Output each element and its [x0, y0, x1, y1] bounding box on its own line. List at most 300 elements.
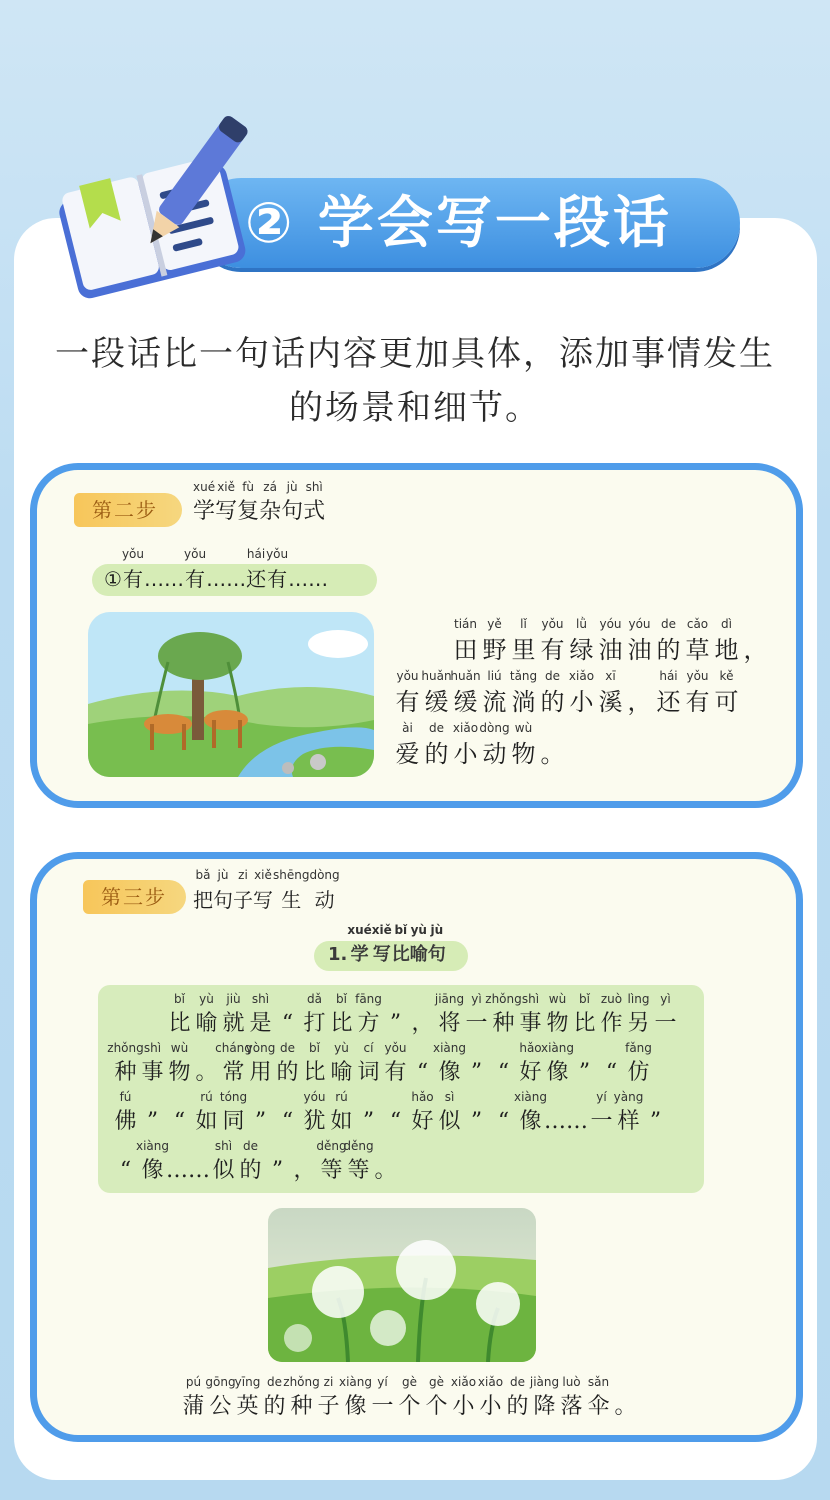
hanzi-cell — [382, 990, 409, 1040]
hanzi-cell — [237, 478, 259, 528]
hanzi-cell — [396, 1373, 423, 1423]
hanzi: 动 — [314, 888, 335, 912]
hanzi-cell — [538, 615, 567, 667]
hanzi: 学 — [193, 499, 216, 524]
hanzi-cell — [112, 990, 139, 1040]
hanzi: 油 — [598, 636, 623, 664]
pinyin: luò — [562, 1375, 581, 1389]
hanzi: 好 — [519, 1060, 542, 1085]
pinyin: zi — [238, 868, 248, 882]
hanzi: 降 — [533, 1394, 556, 1419]
hanzi-cell — [423, 1373, 450, 1423]
pinyin: yù — [334, 1041, 349, 1055]
hanzi: …… — [144, 567, 184, 591]
hanzi: 写 — [372, 944, 391, 965]
hanzi: 地 — [714, 636, 739, 664]
hanzi-cell — [369, 1373, 396, 1423]
hanzi-cell — [463, 1039, 490, 1089]
hanzi: 似 — [212, 1158, 235, 1183]
hanzi: 公 — [209, 1394, 232, 1419]
hanzi-cell — [372, 1137, 399, 1187]
hanzi-cell — [514, 1088, 548, 1138]
hanzi-cell — [139, 1088, 166, 1138]
hanzi: 小 — [452, 1394, 475, 1419]
hanzi — [114, 1008, 136, 1040]
hanzi-cell — [490, 1088, 517, 1138]
hanzi: ” — [470, 1109, 483, 1134]
hanzi-cell — [504, 1373, 531, 1423]
hanzi: “ — [416, 1060, 429, 1085]
pinyin: yì — [660, 992, 671, 1006]
hanzi: “ — [389, 1109, 402, 1134]
hanzi: ” — [271, 1158, 284, 1183]
hanzi-cell — [567, 667, 596, 719]
hanzi: 喻 — [330, 1060, 353, 1085]
hanzi: “ — [119, 1158, 132, 1183]
pinyin: liú — [487, 669, 502, 683]
hanzi: 犹 — [303, 1109, 326, 1134]
hanzi-cell — [392, 921, 410, 971]
hanzi: 种 — [290, 1394, 313, 1419]
hanzi-cell — [309, 866, 339, 916]
hanzi: 写 — [215, 499, 238, 524]
hanzi-cell — [436, 1088, 463, 1138]
hanzi-cell — [193, 1088, 220, 1138]
hanzi-cell — [480, 615, 509, 667]
sentence-pattern — [104, 545, 328, 595]
hanzi: 杂 — [259, 499, 282, 524]
hanzi: 词 — [357, 1060, 380, 1085]
hanzi-cell — [355, 1088, 382, 1138]
pinyin: shì — [251, 992, 270, 1006]
hanzi-cell — [274, 1088, 301, 1138]
pinyin: zi — [323, 1375, 334, 1389]
hanzi: 的 — [656, 636, 681, 664]
hanzi-cell — [253, 866, 273, 916]
hanzi-cell — [382, 1088, 409, 1138]
simile-example — [180, 1373, 639, 1423]
pinyin: de — [280, 1041, 295, 1055]
hanzi-cell — [531, 1373, 558, 1423]
pinyin: rú — [200, 1090, 213, 1104]
hanzi: 有 — [122, 567, 143, 591]
hanzi-cell — [588, 1088, 615, 1138]
hanzi: 爱 — [395, 740, 420, 768]
hanzi: 佛 — [114, 1109, 137, 1134]
hanzi: ， — [411, 1011, 434, 1036]
hanzi-cell — [210, 1137, 237, 1187]
hanzi-cell — [463, 1088, 490, 1138]
hanzi: 事 — [141, 1060, 164, 1085]
pinyin: de — [267, 1375, 282, 1389]
hanzi-cell — [328, 1088, 355, 1138]
hanzi: 复 — [237, 499, 260, 524]
hanzi-cell — [112, 1088, 139, 1138]
hanzi: ” — [578, 1060, 591, 1085]
pinyin: xiàng — [541, 1041, 575, 1055]
pinyin: shì — [521, 992, 540, 1006]
pinyin: xiě — [217, 480, 236, 494]
hanzi — [141, 1008, 163, 1040]
hanzi-cell — [410, 921, 428, 971]
pinyin: hǎo — [519, 1041, 542, 1055]
hanzi-cell — [485, 990, 522, 1040]
text-row — [112, 991, 679, 1040]
hanzi-cell — [712, 615, 741, 667]
hanzi: 句 — [427, 944, 446, 965]
hanzi-cell — [281, 478, 303, 528]
pinyin: bǐ — [309, 1041, 320, 1055]
hanzi-cell — [213, 866, 233, 916]
hanzi: ① — [104, 567, 122, 591]
section-title: ② 学会写一段话 — [245, 191, 672, 256]
hanzi: 落 — [560, 1394, 583, 1419]
pinyin: xiǎo — [452, 721, 479, 735]
pinyin: yóu — [628, 617, 651, 631]
pinyin: děng — [316, 1139, 347, 1153]
hanzi: 子 — [233, 888, 253, 912]
hanzi-cell — [382, 1039, 409, 1089]
hanzi: 流 — [482, 688, 507, 716]
hanzi: ” — [389, 1011, 402, 1036]
pinyin: xiě — [371, 923, 392, 937]
hanzi-cell — [372, 921, 392, 971]
hanzi-cell — [480, 667, 509, 719]
hanzi — [396, 633, 420, 667]
pinyin: fù — [242, 480, 255, 494]
hanzi: …… — [544, 1109, 588, 1134]
example-paragraph — [393, 615, 770, 771]
hanzi-cell — [274, 990, 301, 1040]
hanzi-cell — [273, 866, 309, 916]
text-row — [393, 667, 770, 719]
pinyin: cǎo — [686, 617, 709, 631]
pinyin: yí — [377, 1375, 388, 1389]
intro-line-1: 一段话比一句话内容更加具体，添加事情发生 — [55, 334, 775, 374]
pinyin: shì — [214, 1139, 233, 1153]
step-two-title — [193, 478, 325, 528]
pinyin: shēng — [273, 868, 310, 882]
hanzi-cell — [180, 1373, 207, 1423]
hanzi-cell — [571, 990, 598, 1040]
hanzi-cell — [625, 1039, 652, 1089]
hanzi-cell — [144, 545, 184, 595]
hanzi-cell — [652, 990, 679, 1040]
hanzi: “ — [173, 1109, 186, 1134]
hanzi: 比 — [391, 944, 410, 965]
hanzi-cell — [517, 1039, 544, 1089]
pinyin: xiàng — [433, 1041, 467, 1055]
hanzi-cell — [318, 1137, 345, 1187]
hanzi-cell — [598, 990, 625, 1040]
pinyin: xué — [193, 480, 216, 494]
pinyin: yóu — [599, 617, 622, 631]
hanzi: 用 — [249, 1060, 272, 1085]
pinyin: wù — [548, 992, 567, 1006]
pinyin: hǎo — [411, 1090, 434, 1104]
hanzi-cell — [274, 1039, 301, 1089]
pinyin: jiàng — [529, 1375, 560, 1389]
pinyin: gè — [402, 1375, 417, 1389]
hanzi: ” — [470, 1060, 483, 1085]
hanzi-cell — [409, 1088, 436, 1138]
pinyin: yàng — [613, 1090, 644, 1104]
hanzi: 。 — [374, 1158, 397, 1183]
pinyin: de — [429, 721, 444, 735]
hanzi-cell — [104, 545, 122, 595]
pinyin: bǎ — [195, 868, 211, 882]
hanzi-cell — [615, 1088, 642, 1138]
pinyin: yǒu — [541, 617, 564, 631]
hanzi-cell — [215, 1039, 252, 1089]
hanzi-cell — [193, 866, 213, 916]
hanzi: ” — [254, 1109, 267, 1134]
hanzi: 里 — [511, 636, 536, 664]
hanzi: 野 — [482, 636, 507, 664]
hanzi: 有 — [384, 1060, 407, 1085]
hanzi-cell — [166, 1088, 193, 1138]
pinyin: hái — [659, 669, 678, 683]
hanzi: 动 — [482, 740, 507, 768]
hanzi-cell — [625, 615, 654, 667]
pinyin: tián — [454, 617, 477, 631]
pinyin: yīng — [234, 1375, 261, 1389]
hanzi: 小 — [453, 740, 478, 768]
hanzi-cell — [247, 1039, 274, 1089]
hanzi: 比 — [573, 1011, 596, 1036]
pinyin: dì — [721, 617, 732, 631]
hanzi: 如 — [195, 1109, 218, 1134]
pinyin: xiǎo — [450, 1375, 477, 1389]
pinyin: shì — [143, 1041, 162, 1055]
hanzi-cell — [264, 1137, 291, 1187]
hanzi-cell — [220, 990, 247, 1040]
pinyin: pú — [185, 1375, 202, 1389]
hanzi: 伞 — [587, 1394, 610, 1419]
pinyin: xī — [605, 669, 616, 683]
pinyin: dòng — [479, 721, 510, 735]
hanzi: 英 — [236, 1394, 259, 1419]
hanzi-cell — [184, 545, 206, 595]
hanzi-cell — [347, 921, 371, 971]
hanzi-cell — [409, 1039, 436, 1089]
hanzi-cell — [288, 545, 328, 595]
hanzi: 缓 — [453, 688, 478, 716]
pinyin: fǎng — [625, 1041, 652, 1055]
hanzi-cell — [436, 990, 463, 1040]
pinyin: lìng — [627, 992, 650, 1006]
pinyin: zá — [263, 480, 277, 494]
pinyin: sì — [444, 1090, 455, 1104]
pinyin: yǒu — [184, 547, 207, 561]
hanzi-cell — [409, 990, 436, 1040]
hanzi-cell — [428, 921, 446, 971]
hanzi-cell — [571, 1039, 598, 1089]
pinyin: sǎn — [587, 1375, 610, 1389]
pinyin: jù — [430, 923, 444, 937]
hanzi — [425, 633, 449, 667]
text-row — [112, 1138, 679, 1187]
hanzi-cell — [541, 1039, 575, 1089]
intro-line-2: 的场景和细节。 — [289, 388, 541, 428]
pinyin: yǒu — [396, 669, 419, 683]
hanzi: 像 — [438, 1060, 461, 1085]
pinyin: fāng — [355, 992, 382, 1006]
hanzi: 小 — [479, 1394, 502, 1419]
hanzi-cell — [509, 615, 538, 667]
hanzi-cell — [301, 990, 328, 1040]
hanzi: 好 — [411, 1109, 434, 1134]
hanzi: 样 — [617, 1109, 640, 1134]
pinyin: jiāng — [434, 992, 465, 1006]
pinyin: jù — [286, 480, 298, 494]
hanzi-cell — [422, 615, 451, 667]
hanzi: 物 — [168, 1060, 191, 1085]
pinyin: yě — [487, 617, 502, 631]
hanzi: 种 — [492, 1011, 515, 1036]
hanzi-cell — [558, 1373, 585, 1423]
text-row — [112, 1089, 679, 1138]
hanzi: “ — [281, 1011, 294, 1036]
text-row — [393, 615, 770, 667]
pinyin: ài — [402, 721, 413, 735]
pinyin: jiù — [226, 992, 241, 1006]
hanzi-cell — [642, 1088, 669, 1138]
hanzi: ” — [649, 1109, 662, 1134]
hanzi: ” — [146, 1109, 159, 1134]
hanzi: 缓 — [424, 688, 449, 716]
hanzi: 淌 — [511, 688, 536, 716]
pinyin: de — [510, 1375, 525, 1389]
hanzi: 喻 — [409, 944, 428, 965]
hanzi: 子 — [317, 1394, 340, 1419]
pinyin: wù — [514, 721, 533, 735]
hanzi: 等 — [347, 1158, 370, 1183]
hanzi: 个 — [425, 1394, 448, 1419]
hanzi-cell — [234, 1373, 261, 1423]
hanzi: 句 — [213, 888, 233, 912]
hanzi: 似 — [438, 1109, 461, 1134]
hanzi-cell — [328, 921, 347, 971]
hanzi-cell — [237, 1137, 264, 1187]
hanzi-cell — [328, 990, 355, 1040]
hanzi: 像 — [519, 1109, 542, 1134]
pinyin: xiě — [254, 868, 272, 882]
pinyin: rú — [335, 1090, 348, 1104]
hanzi-cell — [107, 1039, 144, 1089]
hanzi: 的 — [276, 1060, 299, 1085]
pinyin: yǒu — [121, 547, 144, 561]
pinyin: yǒu — [686, 669, 709, 683]
hanzi: 同 — [222, 1109, 245, 1134]
text-row — [107, 1040, 679, 1089]
hanzi: …… — [288, 567, 329, 591]
hanzi: 还 — [656, 688, 681, 716]
hanzi: 喻 — [195, 1011, 218, 1036]
hanzi: “ — [605, 1060, 618, 1085]
hanzi-cell — [193, 990, 220, 1040]
hanzi-cell — [596, 615, 625, 667]
hanzi: 。 — [195, 1060, 218, 1085]
hanzi-cell — [283, 1373, 320, 1423]
hanzi: 一 — [371, 1394, 394, 1419]
hanzi-cell — [247, 1088, 274, 1138]
hanzi: 一 — [465, 1011, 488, 1036]
pinyin: huǎn — [450, 669, 481, 683]
pinyin: děng — [343, 1139, 374, 1153]
hanzi: 个 — [398, 1394, 421, 1419]
hanzi-cell — [139, 990, 166, 1040]
hanzi: 。 — [614, 1394, 637, 1419]
hanzi: 溪 — [598, 688, 623, 716]
hanzi-cell — [207, 1373, 234, 1423]
hanzi-cell — [259, 478, 281, 528]
hanzi: “ — [281, 1109, 294, 1134]
hanzi: 的 — [540, 688, 565, 716]
pinyin: yòng — [245, 1041, 276, 1055]
hanzi: “ — [497, 1060, 510, 1085]
hanzi: ， — [743, 636, 768, 664]
hanzi: 打 — [303, 1011, 326, 1036]
hanzi: …… — [166, 1158, 210, 1183]
text-row — [393, 719, 770, 771]
hanzi-cell — [215, 478, 237, 528]
step-three-title — [193, 866, 340, 916]
pinyin: yǒu — [384, 1041, 407, 1055]
pinyin: xiàng — [136, 1139, 170, 1153]
hanzi-cell — [246, 545, 266, 595]
hanzi-cell — [355, 1039, 382, 1089]
pinyin: bǐ — [336, 992, 347, 1006]
hanzi-cell — [220, 1088, 247, 1138]
pinyin: cháng — [215, 1041, 252, 1055]
hanzi-cell — [451, 615, 480, 667]
deer-illustration — [88, 612, 374, 777]
hanzi: 绿 — [569, 636, 594, 664]
pinyin: yí — [596, 1090, 607, 1104]
hanzi-cell — [166, 1137, 210, 1187]
step-three-tag: 第三步 — [83, 880, 186, 914]
pinyin: yì — [471, 992, 482, 1006]
hanzi: 等 — [320, 1158, 343, 1183]
pinyin: zhǒng — [107, 1041, 144, 1055]
hanzi-cell — [509, 667, 538, 719]
hanzi-cell — [166, 1039, 193, 1089]
hanzi: 另 — [627, 1011, 650, 1036]
simile-definition — [107, 991, 679, 1187]
hanzi: 的 — [263, 1394, 286, 1419]
pinyin: yù — [199, 992, 214, 1006]
hanzi-cell — [422, 719, 451, 771]
pinyin: yóu — [303, 1090, 326, 1104]
hanzi: 像 — [546, 1060, 569, 1085]
hanzi: 学 — [350, 944, 369, 965]
hanzi: 方 — [357, 1011, 380, 1036]
hanzi: 的 — [424, 740, 449, 768]
pinyin: xiàng — [514, 1090, 548, 1104]
hanzi-cell — [612, 1373, 639, 1423]
hanzi: 写 — [253, 888, 273, 912]
pinyin: xiǎo — [477, 1375, 504, 1389]
hanzi-cell — [596, 667, 625, 719]
book-pencil-icon — [48, 104, 248, 304]
hanzi: 就 — [222, 1011, 245, 1036]
hanzi: 的 — [239, 1158, 262, 1183]
pinyin: shì — [305, 480, 323, 494]
hanzi: 将 — [438, 1011, 461, 1036]
pinyin: huǎn — [421, 669, 452, 683]
hanzi-cell — [654, 615, 683, 667]
